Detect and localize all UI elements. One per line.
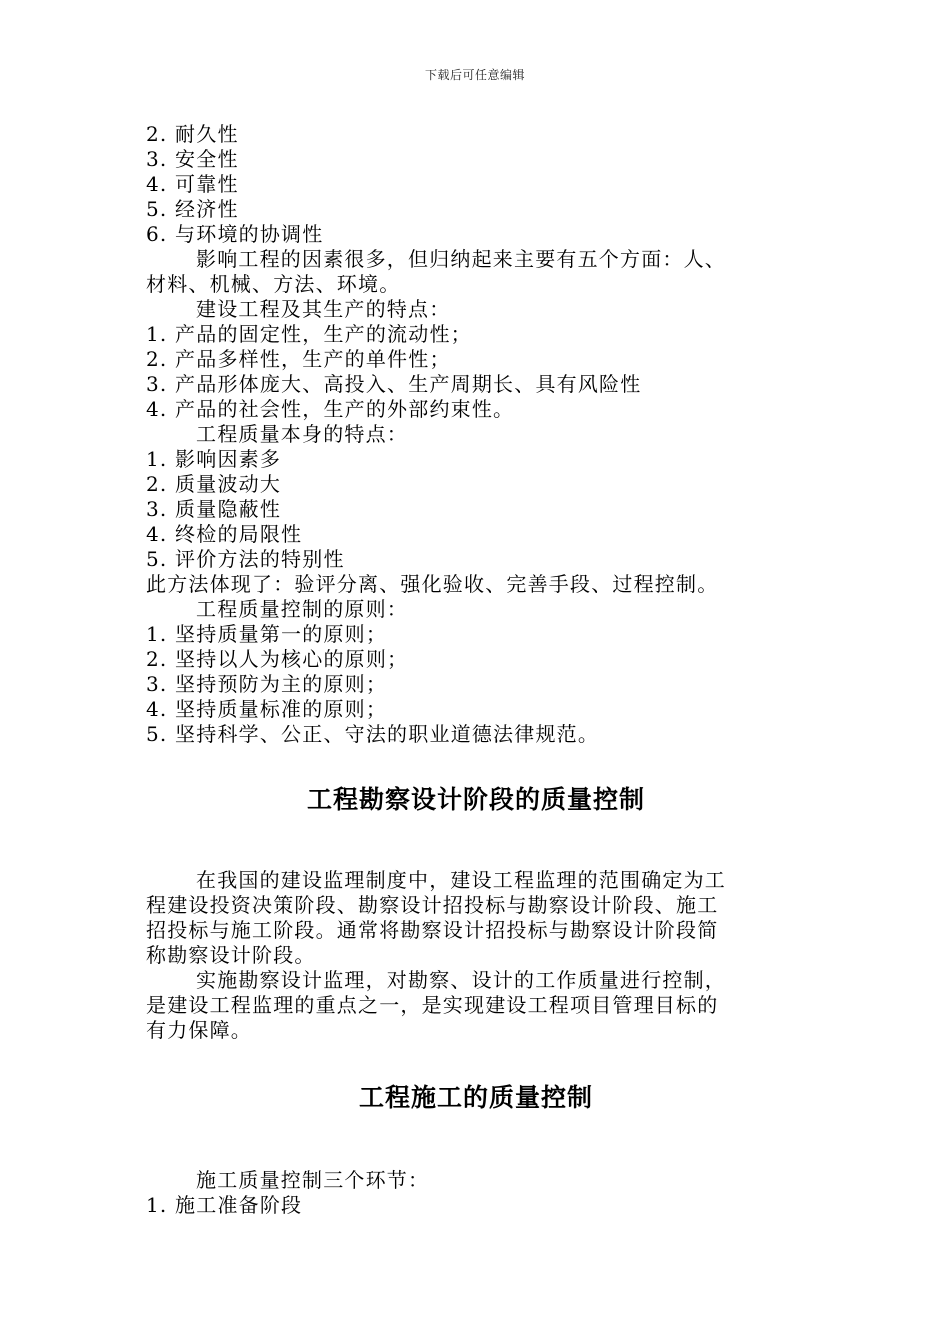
construction-heading: 建设工程及其生产的特点：: [196, 297, 451, 321]
list-item: 1. 施工准备阶段: [146, 1193, 303, 1217]
list-item: 4. 可靠性: [146, 172, 239, 196]
page-header: 下载后可任意编辑: [424, 68, 525, 82]
list-item: 3. 坚持预防为主的原则；: [146, 672, 388, 696]
paragraph-line: 实施勘察设计监理，对勘察、设计的工作质量进行控制，: [196, 968, 726, 992]
list-item: 6. 与环境的协调性: [146, 222, 324, 246]
method-note: 此方法体现了：验评分离、强化验收、完善手段、过程控制。: [146, 572, 719, 596]
paragraph-line: 有力保障。: [146, 1018, 252, 1042]
paragraph-line: 是建设工程监理的重点之一，是实现建设工程项目管理目标的: [146, 993, 719, 1017]
list-item: 5. 坚持科学、公正、守法的职业道德法律规范。: [146, 722, 600, 746]
principles-heading: 工程质量控制的原则：: [196, 597, 408, 621]
section-title-survey: 工程勘察设计阶段的质量控制: [306, 785, 645, 814]
list-item: 1. 产品的固定性，生产的流动性；: [146, 322, 472, 346]
list-item: 1. 影响因素多: [146, 447, 282, 471]
list-item: 2. 质量波动大: [146, 472, 282, 496]
document-body: [146, 122, 806, 1218]
list-item: 5. 经济性: [146, 197, 239, 221]
list-item: 3. 质量隐蔽性: [146, 497, 282, 521]
list-item: 4. 产品的社会性，生产的外部约束性。: [146, 397, 515, 421]
survey-paragraph-2: [146, 968, 806, 1043]
paragraph-line: 程建设投资决策阶段、勘察设计招投标与勘察设计阶段、施工: [146, 893, 719, 917]
paragraph-line: 称勘察设计阶段。: [146, 943, 316, 967]
paragraph-line: 在我国的建设监理制度中，建设工程监理的范围确定为工: [196, 868, 726, 892]
construction-intro: 施工质量控制三个环节：: [196, 1168, 430, 1192]
list-item: 1. 坚持质量第一的原则；: [146, 622, 388, 646]
list-item: 4. 终检的局限性: [146, 522, 303, 546]
section-title-construction: 工程施工的质量控制: [358, 1083, 593, 1112]
survey-paragraph-1: [146, 868, 806, 968]
list-item: 2. 产品多样性，生产的单件性；: [146, 347, 451, 371]
quality-features-heading: 工程质量本身的特点：: [196, 422, 408, 446]
list-item: 3. 产品形体庞大、高投入、生产周期长、具有风险性: [146, 372, 642, 396]
list-item: 4. 坚持质量标准的原则；: [146, 697, 388, 721]
factors-line-2: 材料、机械、方法、环境。: [146, 272, 401, 296]
paragraph-line: 招投标与施工阶段。通常将勘察设计招投标与勘察设计阶段简: [146, 918, 719, 942]
list-item: 2. 耐久性: [146, 122, 239, 146]
list-item: 5. 评价方法的特别性: [146, 547, 345, 571]
property-list: [146, 122, 806, 247]
factors-line-1: 影响工程的因素很多，但归纳起来主要有五个方面：人、: [196, 247, 726, 271]
list-item: 2. 坚持以人为核心的原则；: [146, 647, 409, 671]
list-item: 3. 安全性: [146, 147, 239, 171]
